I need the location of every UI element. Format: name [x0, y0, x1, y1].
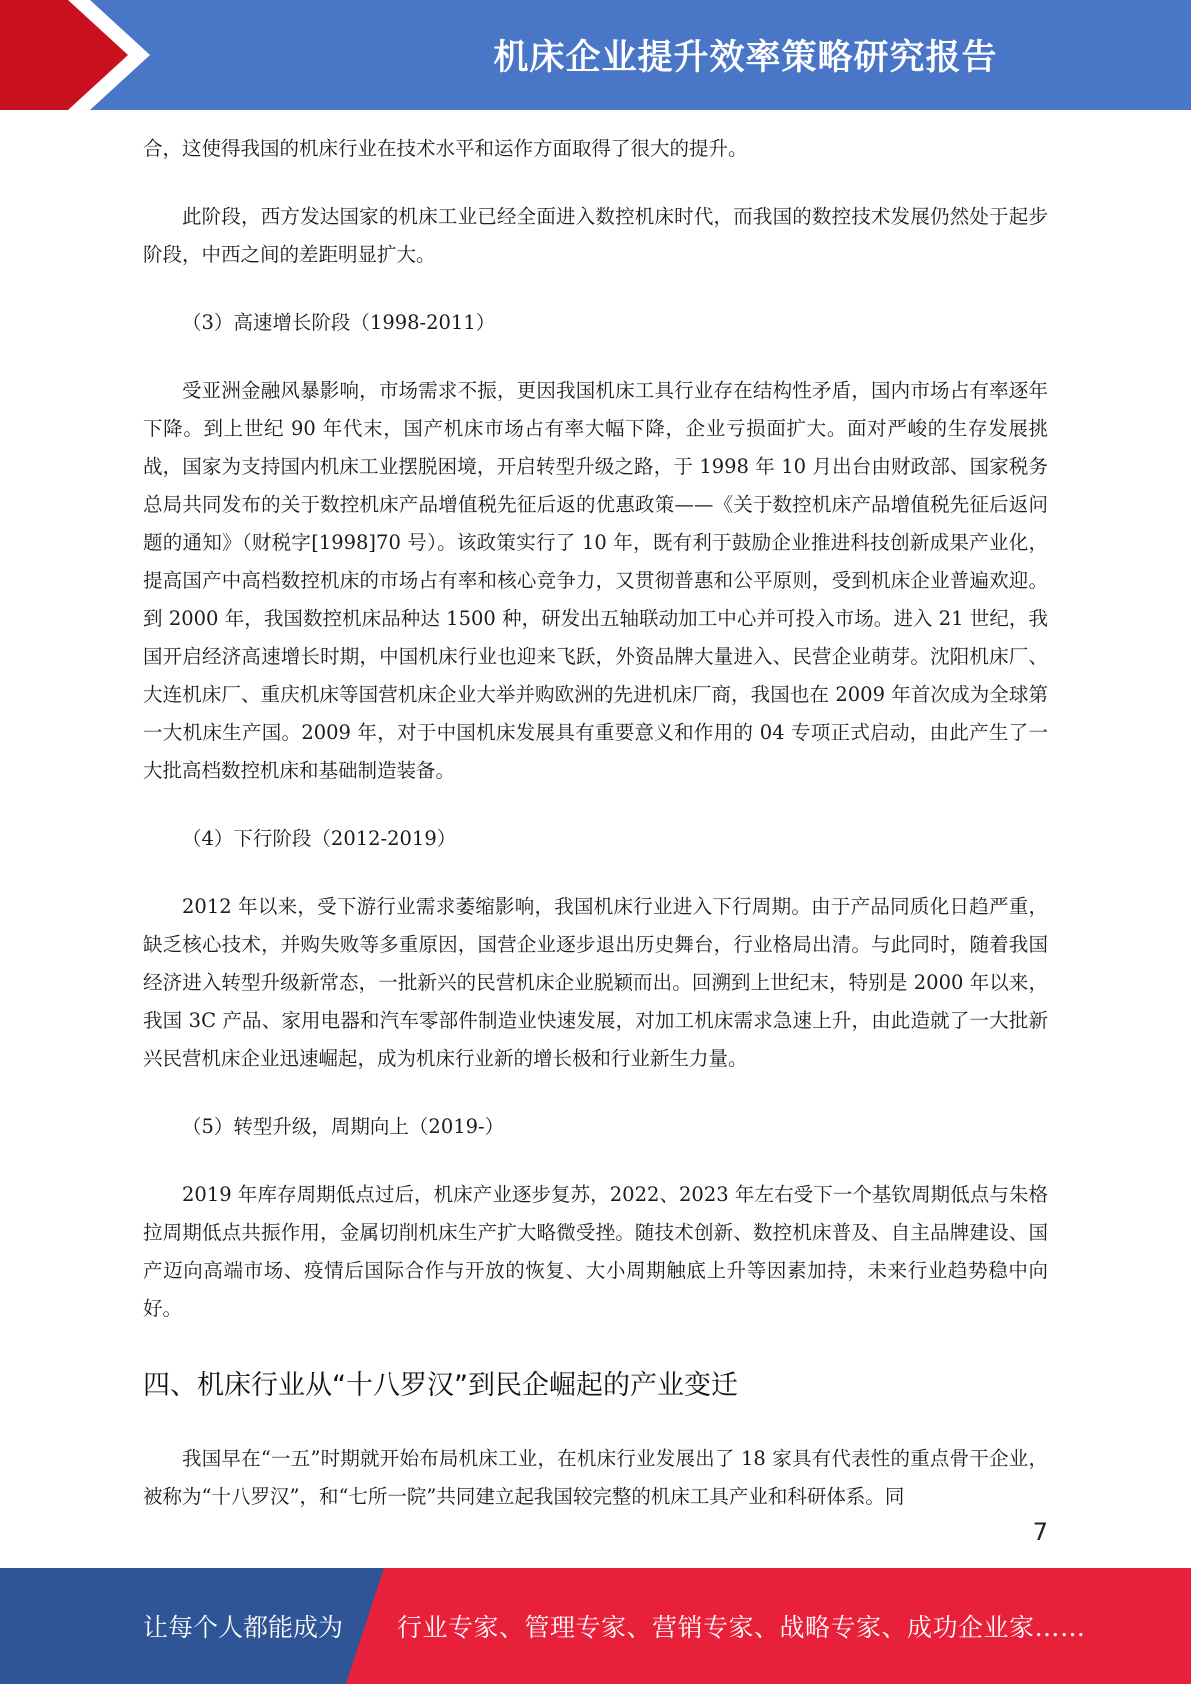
paragraph-western-gap: 此阶段，西方发达国家的机床工业已经全面进入数控机床时代，而我国的数控技术发展仍然处于起步阶段，中西之间的差距明显扩大。	[143, 205, 1048, 266]
header-arrow-decoration	[0, 0, 300, 110]
footer-slogan-right: 行业专家、管理专家、营销专家、战略专家、成功企业家……	[397, 1613, 1086, 1642]
paragraph-continuation: 合，这使得我国的机床行业在技术水平和运作方面取得了很大的提升。	[143, 137, 748, 160]
page-footer	[0, 1568, 1191, 1684]
subheading-high-growth: （3）高速增长阶段（1998-2011）	[182, 311, 496, 334]
paragraph-eighteen-arhats: 我国早在“一五”时期就开始布局机床工业，在机床行业发展出了 18 家具有代表性的重点骨干企业，被称为“十八罗汉”，和“七所一院”共同建立起我国较完整的机床工具产业和科研体系。同	[143, 1447, 1048, 1508]
page-header	[0, 0, 1191, 110]
report-title: 机床企业提升效率策略研究报告	[493, 38, 998, 78]
paragraph-downturn: 2012 年以来，受下游行业需求萎缩影响，我国机床行业进入下行周期。由于产品同质化日趋严重，缺乏核心技术，并购失败等多重原因，国营企业逐步退出历史舞台，行业格局出清。与此同时，随着我国经济进入转型升级新常态，一批新兴的民营机床企业脱颖而出。回溯到上世纪末，特别是 2000 年以来，我国 3C 产品、家用电器和汽车零部件制造业快速发展，对加工机床需求急速上升，由此造就了一大批新兴民营机床企业迅速崛起，成为机床行业新的增长极和行业新生力量。	[143, 895, 1048, 1070]
page-content	[143, 130, 1048, 1546]
paragraph-transformation: 2019 年库存周期低点过后，机床产业逐步复苏，2022、2023 年左右受下一个基钦周期低点与朱格拉周期低点共振作用，金属切削机床生产扩大略微受挫。随技术创新、数控机床普及、自主品牌建设、国产迈向高端市场、疫情后国际合作与开放的恢复、大小周期触底上升等因素加持，未来行业趋势稳中向好。	[143, 1183, 1048, 1320]
paragraph-high-growth: 受亚洲金融风暴影响，市场需求不振，更因我国机床工具行业存在结构性矛盾，国内市场占有率逐年下降。到上世纪 90 年代末，国产机床市场占有率大幅下降，企业亏损面扩大。面对严峻的生存发展挑战，国家为支持国内机床工业摆脱困境，开启转型升级之路，于 1998 年 10 月出台由财政部、国家税务总局共同发布的关于数控机床产品增值税先征后返的优惠政策——《关于数控机床产品增值税先征后返问题的通知》（财税字[1998]70 号）。该政策实行了 10 年，既有利于鼓励企业推进科技创新成果产业化，提高国产中高档数控机床的市场占有率和核心竞争力，又贯彻普惠和公平原则，受到机床企业普遍欢迎。到 2000 年，我国数控机床品种达 1500 种，研发出五轴联动加工中心并可投入市场。进入 21 世纪，我国开启经济高速增长时期，中国机床行业也迎来飞跃，外资品牌大量进入、民营企业萌芽。沈阳机床厂、大连机床厂、重庆机床等国营机床企业大举并购欧洲的先进机床厂商，我国也在 2009 年首次成为全球第一大机床生产国。2009 年，对于中国机床发展具有重要意义和作用的 04 专项正式启动，由此产生了一大批高档数控机床和基础制造装备。	[143, 379, 1048, 782]
subheading-transformation: （5）转型升级，周期向上（2019-）	[182, 1115, 505, 1138]
subheading-downturn: （4）下行阶段（2012-2019）	[182, 827, 457, 850]
footer-slogan-left: 让每个人都能成为	[143, 1613, 344, 1642]
page-number: 7	[1032, 1518, 1048, 1546]
section-heading: 四、机床行业从“十八罗汉”到民企崛起的产业变迁	[143, 1370, 738, 1401]
